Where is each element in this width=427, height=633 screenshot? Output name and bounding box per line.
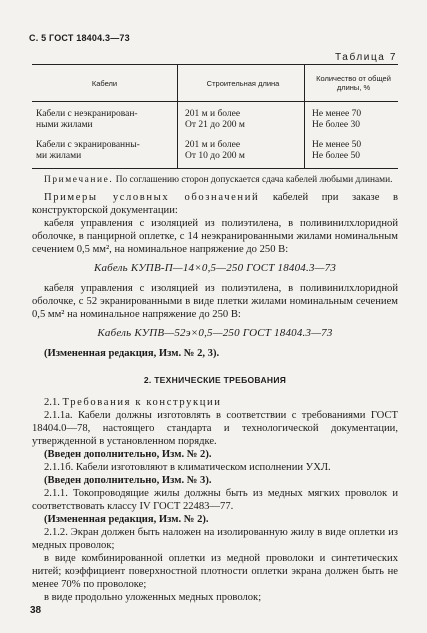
- cell-line: Не менее 50: [312, 140, 362, 150]
- examples-lead: [32, 191, 398, 217]
- examples-lead-rest: кабелей при заказе в конструкторской документации:: [32, 192, 399, 216]
- table-header-length: Строительная длина: [178, 65, 305, 102]
- example-1-text: кабеля управления с изоляцией из полиэтилена, в поливинилхлоридной оболочке, в панцирной оплетке, с 14 неэкранированными жилами номинальным сечением 0,5 мм², на номинальное напряжение до 250 В:: [32, 218, 398, 255]
- table-note: [32, 174, 398, 186]
- revision-note: (Измененная редакция, Изм. № 2, 3).: [44, 348, 220, 359]
- running-header: С. 5 ГОСТ 18404.3—73: [29, 33, 130, 43]
- table-cell-cables: [32, 133, 178, 169]
- table-cell-share: [305, 133, 399, 169]
- added-note-2: (Введен дополнительно, Изм. № 3).: [44, 475, 212, 486]
- table-cell-cables: [32, 102, 178, 134]
- table-cell-length: [178, 133, 305, 169]
- subsection-heading: [32, 396, 398, 409]
- clause-2-1-2-braid: в виде комбинированной оплетки из медной проволоки и синтетических нитей; коэффициент поверхностной плотности оплетки экрана должен быть не менее 70% по проволоке;: [32, 553, 398, 590]
- cell-line: Не более 50: [312, 150, 360, 161]
- added-note-1: (Введен дополнительно, Изм. № 2).: [44, 449, 212, 460]
- designation-formula-1: Кабель КУПВ-П—14×0,5—250 ГОСТ 18404.3—73: [93, 262, 337, 274]
- table-header-row: [32, 65, 398, 102]
- page-number: 38: [30, 605, 42, 616]
- body-text: [32, 174, 398, 604]
- table-caption: Таблица 7: [335, 52, 397, 63]
- cable-length-table: [32, 64, 398, 169]
- clause-2-1-1: 2.1.1. Токопроводящие жилы должны быть из медных мягких проволок и соответствовать классу IV ГОСТ 22483—77.: [32, 488, 398, 512]
- subsection-title: Требования к конструкции: [62, 397, 222, 408]
- clause-2-1-1b: 2.1.1б. Кабели изготовляют в климатическом исполнении УХЛ.: [44, 462, 331, 473]
- designation-formula-2: Кабель КУПВ—52э×0,5—250 ГОСТ 18404.3—73: [97, 327, 333, 339]
- note-label: Примечание.: [44, 175, 114, 185]
- table-header-cables: Кабели: [32, 65, 178, 102]
- cell-line: ми жилами: [36, 150, 82, 161]
- cell-line: Кабели с экранированны-: [36, 140, 140, 150]
- clause-2-1-2-wires: в виде продольно уложенных медных проволок;: [44, 592, 262, 603]
- clause-2-1-1a: 2.1.1а. Кабели должны изготовлять в соответствии с требованиями ГОСТ 18404.0—78, настоящего стандарта и технологической документации, утвержденной в установленном порядке.: [32, 410, 398, 447]
- revised-note: (Измененная редакция, Изм. № 2).: [44, 514, 209, 525]
- note-text: По соглашению сторон допускается сдача кабелей любыми длинами.: [115, 175, 393, 185]
- cell-line: Не более 30: [312, 119, 360, 130]
- section-title: 2. ТЕХНИЧЕСКИЕ ТРЕБОВАНИЯ: [143, 375, 287, 385]
- table-cell-length: [178, 102, 305, 134]
- table-header-share: Количество от общей длины, %: [305, 65, 399, 102]
- example-2-text: кабеля управления с изоляцией из полиэтилена, в поливинилхлоридной оболочке, с 52 экранированными в виде плетки жилами номинальным сечением 0,5 мм² на номинальное напряжение до 250 В:: [32, 283, 398, 320]
- examples-lead-spaced: Примеры условных обозначений: [44, 192, 260, 203]
- clause-2-1-2: 2.1.2. Экран должен быть наложен на изолированную жилу в виде оплетки из медных проволок;: [32, 527, 398, 551]
- cell-line: 201 м и более: [185, 109, 241, 119]
- table-row: [32, 102, 398, 134]
- cell-line: ными жилами: [36, 119, 93, 130]
- cell-line: Кабели с неэкранирован-: [36, 109, 138, 119]
- cell-line: 201 м и более: [185, 140, 241, 150]
- cell-line: От 10 до 200 м: [185, 150, 245, 161]
- table-cell-share: [305, 102, 399, 134]
- cell-line: От 21 до 200 м: [185, 119, 245, 130]
- table-row: [32, 133, 398, 169]
- subsection-number: 2.1.: [44, 397, 60, 408]
- cell-line: Не менее 70: [312, 109, 362, 119]
